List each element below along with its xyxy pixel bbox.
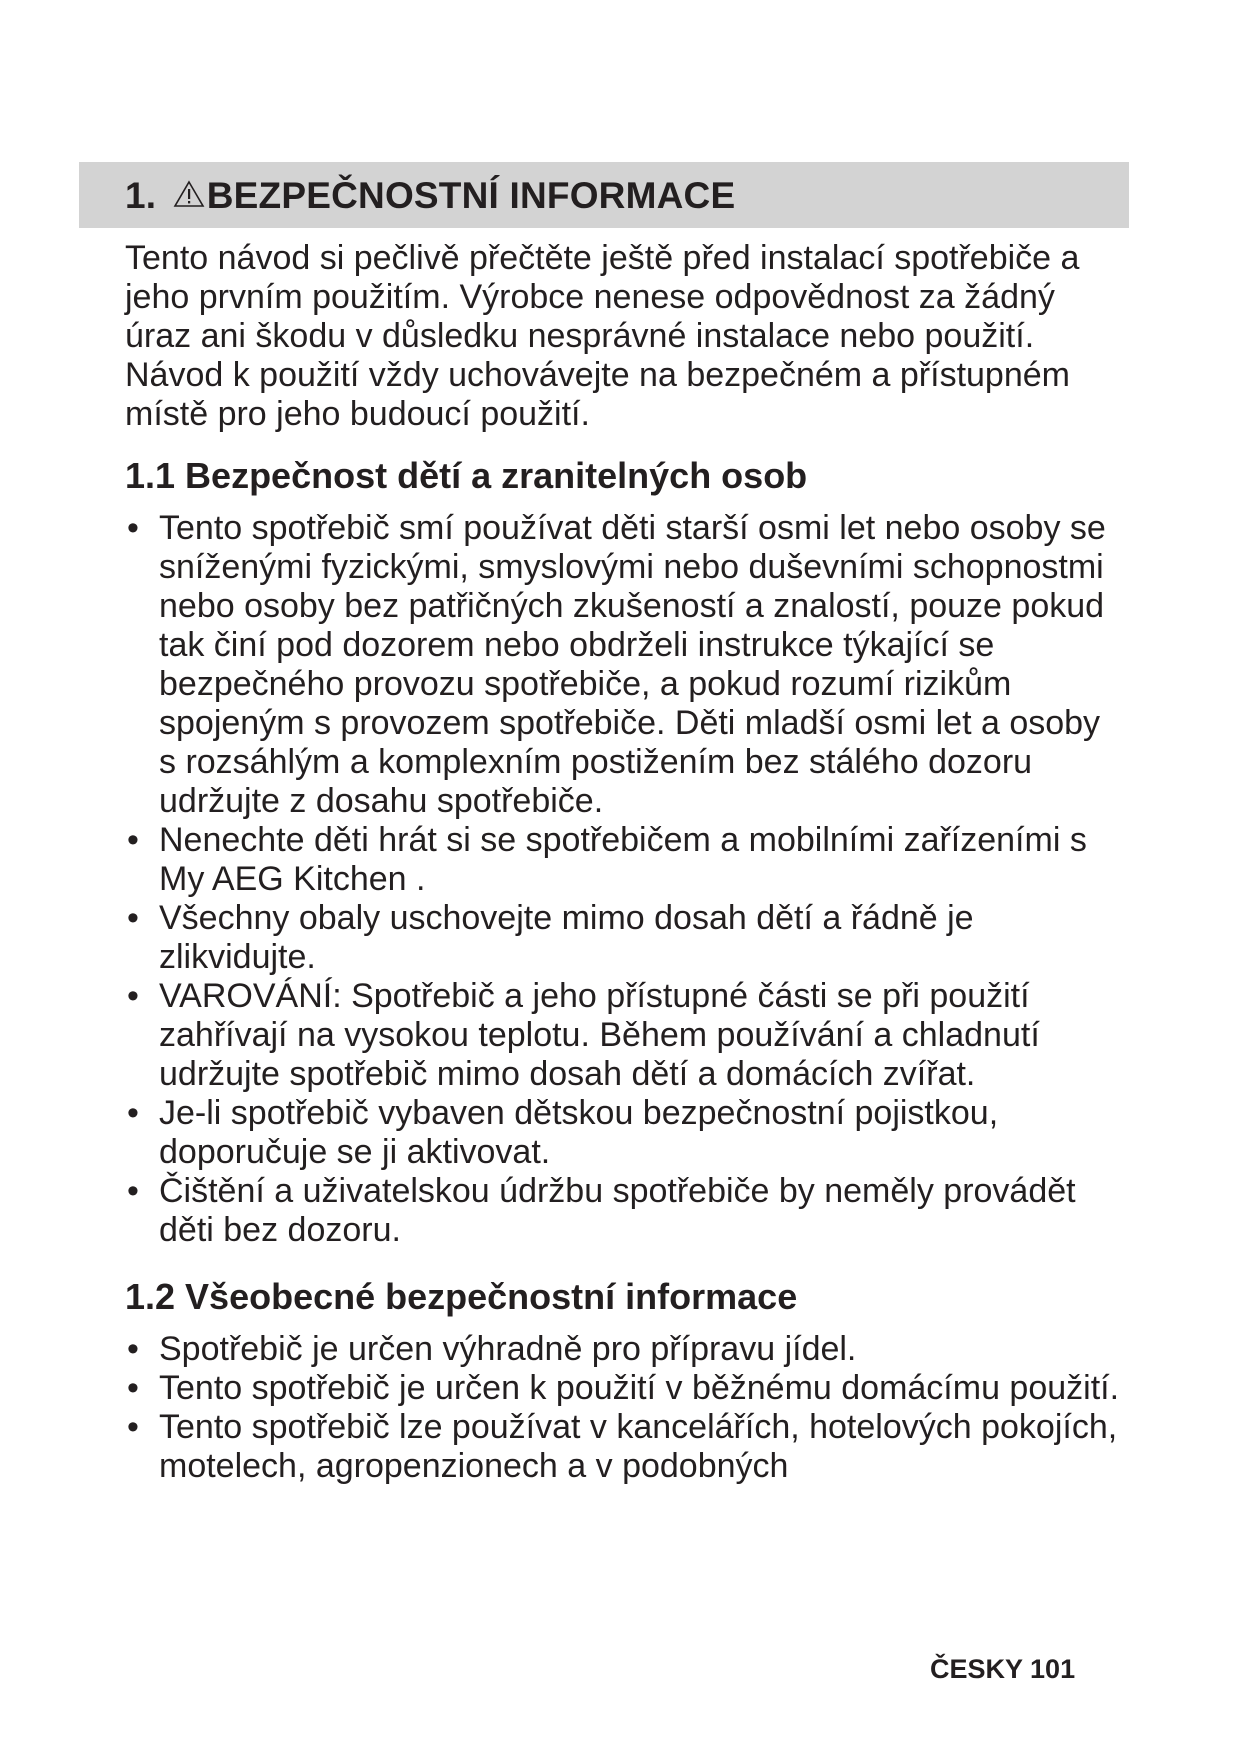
section-number: 1. bbox=[125, 175, 157, 216]
bullet-list-1-1 bbox=[125, 509, 1125, 1250]
intro-paragraph: Tento návod si pečlivě přečtěte ještě před instalací spotřebiče a jeho prvním použitím. Výrobce nenese odpovědnost za žádný úraz ani škodu v důsledku nesprávné instalace nebo použití. Návod k použití vždy uchovávejte na bezpečném a přístupném místě pro jeho budoucí použití. bbox=[125, 239, 1080, 433]
list-item: • Je-li spotřebič vybaven dětskou bezpečnostní pojistkou, doporučuje se ji aktivovat. bbox=[127, 1094, 999, 1171]
bullet-list-1-2 bbox=[125, 1330, 1125, 1486]
list-item: • Tento spotřebič smí používat děti starší osmi let nebo osoby se sníženými fyzickými, smyslovými nebo duševními schopnostmi nebo osoby bez patřičných zkušeností a znalostí, pouze pokud tak činí pod dozorem nebo obdrželi instrukce týkající se bezpečného provozu spotřebiče, a pokud rozumí rizikům spojeným s provozem spotřebiče. Děti mladší osmi let a osoby s rozsáhlým a komplexním postižením bez stálého dozoru udržujte z dosahu spotřebiče. bbox=[127, 509, 1106, 820]
list-item: • Nenechte děti hrát si se spotřebičem a mobilními zařízeními s My AEG Kitchen . bbox=[127, 821, 1087, 898]
list-item: • Tento spotřebič lze používat v kancelářích, hotelových pokojích, motelech, agropenzionech a v podobných bbox=[127, 1408, 1118, 1485]
list-item: • Tento spotřebič je určen k použití v běžnému domácímu použití. bbox=[127, 1369, 1120, 1407]
list-item: • VAROVÁNÍ: Spotřebič a jeho přístupné části se při použití zahřívají na vysokou teplotu. Během používání a chladnutí udržujte spotřebič mimo dosah dětí a domácích zvířat. bbox=[127, 977, 1040, 1093]
list-item: • Všechny obaly uschovejte mimo dosah dětí a řádně je zlikvidujte. bbox=[127, 899, 974, 976]
page-footer: ČESKY 101 bbox=[930, 1654, 1076, 1684]
section-title-text: BEZPEČNOSTNÍ INFORMACE bbox=[206, 175, 736, 216]
warning-triangle-icon bbox=[173, 180, 205, 208]
document-body bbox=[125, 239, 1125, 1486]
list-item: • Čištění a uživatelskou údržbu spotřebiče by neměly provádět děti bez dozoru. bbox=[127, 1172, 1076, 1249]
subsection-heading-1-2: 1.2 Všeobecné bezpečnostní informace bbox=[125, 1276, 798, 1317]
section-title bbox=[125, 174, 735, 218]
list-item: • Spotřebič je určen výhradně pro přípravu jídel. bbox=[127, 1330, 857, 1368]
subsection-heading-1-1: 1.1 Bezpečnost dětí a zranitelných osob bbox=[125, 455, 808, 496]
